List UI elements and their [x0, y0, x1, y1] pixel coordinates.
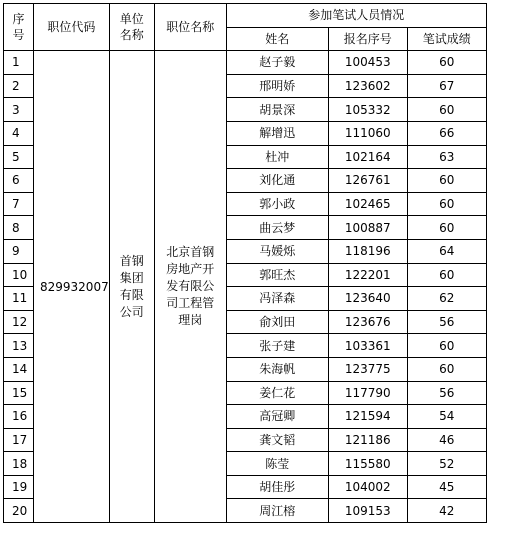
- table-row: [4, 51, 487, 75]
- row-score: 60: [407, 98, 486, 122]
- row-seq: 4: [4, 121, 34, 145]
- row-score: 60: [407, 51, 486, 75]
- position-name-cell: [154, 51, 226, 523]
- row-reg-no: 121594: [328, 405, 407, 429]
- unit-name-line: 集团: [119, 270, 144, 285]
- header-seq-line: 序: [12, 12, 25, 27]
- row-score: 56: [407, 381, 486, 405]
- header-unit-name: [109, 4, 154, 51]
- position-name-line: 理岗: [178, 313, 203, 328]
- row-reg-no: 123640: [328, 287, 407, 311]
- row-reg-no: 100887: [328, 216, 407, 240]
- row-seq: 18: [4, 452, 34, 476]
- row-name: 杜冲: [226, 145, 328, 169]
- row-reg-no: 102164: [328, 145, 407, 169]
- unit-name-line: 有限: [119, 287, 144, 302]
- row-name: 张子建: [226, 334, 328, 358]
- header-score: 笔试成绩: [407, 27, 486, 51]
- row-reg-no: 100453: [328, 51, 407, 75]
- row-seq: 6: [4, 169, 34, 193]
- row-name: 周江榕: [226, 499, 328, 523]
- row-reg-no: 126761: [328, 169, 407, 193]
- row-score: 56: [407, 310, 486, 334]
- header-position-code: 职位代码: [34, 4, 110, 51]
- row-seq: 7: [4, 192, 34, 216]
- position-name-line: 北京首钢: [166, 245, 215, 260]
- position-name-line: 司工程管: [166, 296, 215, 311]
- row-reg-no: 111060: [328, 121, 407, 145]
- row-seq: 13: [4, 334, 34, 358]
- row-name: 赵子毅: [226, 51, 328, 75]
- row-seq: 14: [4, 357, 34, 381]
- header-position-name: 职位名称: [154, 4, 226, 51]
- unit-name-line: 首钢: [119, 253, 144, 268]
- row-score: 60: [407, 169, 486, 193]
- row-name: 胡景深: [226, 98, 328, 122]
- header-row-1: [4, 4, 487, 28]
- row-seq: 5: [4, 145, 34, 169]
- row-seq: 15: [4, 381, 34, 405]
- row-name: 俞刘田: [226, 310, 328, 334]
- row-reg-no: 103361: [328, 334, 407, 358]
- row-name: 邢明娇: [226, 74, 328, 98]
- row-seq: 1: [4, 51, 34, 75]
- row-seq: 3: [4, 98, 34, 122]
- position-name-line: 房地产开: [166, 262, 215, 277]
- row-score: 60: [407, 263, 486, 287]
- exam-results-table: [3, 3, 487, 523]
- header-exam-group: 参加笔试人员情况: [226, 4, 486, 28]
- row-name: 解增迅: [226, 121, 328, 145]
- header-name: 姓名: [226, 27, 328, 51]
- row-seq: 2: [4, 74, 34, 98]
- header-seq: [4, 4, 34, 51]
- exam-results-sheet: [3, 3, 487, 523]
- row-name: 姜仁花: [226, 381, 328, 405]
- row-name: 高冠卿: [226, 405, 328, 429]
- row-score: 60: [407, 216, 486, 240]
- row-name: 刘化通: [226, 169, 328, 193]
- row-score: 60: [407, 357, 486, 381]
- row-seq: 19: [4, 475, 34, 499]
- row-reg-no: 117790: [328, 381, 407, 405]
- row-reg-no: 121186: [328, 428, 407, 452]
- row-reg-no: 105332: [328, 98, 407, 122]
- row-score: 64: [407, 239, 486, 263]
- row-score: 60: [407, 334, 486, 358]
- row-seq: 20: [4, 499, 34, 523]
- header-unit-line: 名称: [119, 28, 144, 43]
- row-name: 马媛烁: [226, 239, 328, 263]
- row-seq: 17: [4, 428, 34, 452]
- row-reg-no: 109153: [328, 499, 407, 523]
- row-reg-no: 122201: [328, 263, 407, 287]
- header-reg-no: 报名序号: [328, 27, 407, 51]
- row-seq: 16: [4, 405, 34, 429]
- row-score: 62: [407, 287, 486, 311]
- row-name: 郭小政: [226, 192, 328, 216]
- row-score: 66: [407, 121, 486, 145]
- row-reg-no: 118196: [328, 239, 407, 263]
- row-score: 52: [407, 452, 486, 476]
- unit-name-line: 公司: [119, 304, 144, 319]
- row-name: 冯泽森: [226, 287, 328, 311]
- row-name: 陈莹: [226, 452, 328, 476]
- row-reg-no: 115580: [328, 452, 407, 476]
- row-reg-no: 123676: [328, 310, 407, 334]
- row-name: 胡佳彤: [226, 475, 328, 499]
- row-score: 45: [407, 475, 486, 499]
- position-name-line: 发有限公: [166, 279, 215, 294]
- row-reg-no: 123602: [328, 74, 407, 98]
- row-name: 郭旺杰: [226, 263, 328, 287]
- row-seq: 12: [4, 310, 34, 334]
- unit-name-cell: [109, 51, 154, 523]
- row-score: 60: [407, 192, 486, 216]
- row-score: 54: [407, 405, 486, 429]
- row-score: 46: [407, 428, 486, 452]
- row-score: 63: [407, 145, 486, 169]
- row-seq: 10: [4, 263, 34, 287]
- row-seq: 9: [4, 239, 34, 263]
- row-seq: 8: [4, 216, 34, 240]
- row-name: 龚文韬: [226, 428, 328, 452]
- row-name: 曲云梦: [226, 216, 328, 240]
- row-reg-no: 104002: [328, 475, 407, 499]
- row-reg-no: 123775: [328, 357, 407, 381]
- header-unit-line: 单位: [119, 12, 144, 27]
- header-seq-line: 号: [12, 28, 25, 43]
- position-code-cell: 829932007: [34, 51, 110, 523]
- row-name: 朱海帆: [226, 357, 328, 381]
- row-seq: 11: [4, 287, 34, 311]
- row-reg-no: 102465: [328, 192, 407, 216]
- row-score: 42: [407, 499, 486, 523]
- row-score: 67: [407, 74, 486, 98]
